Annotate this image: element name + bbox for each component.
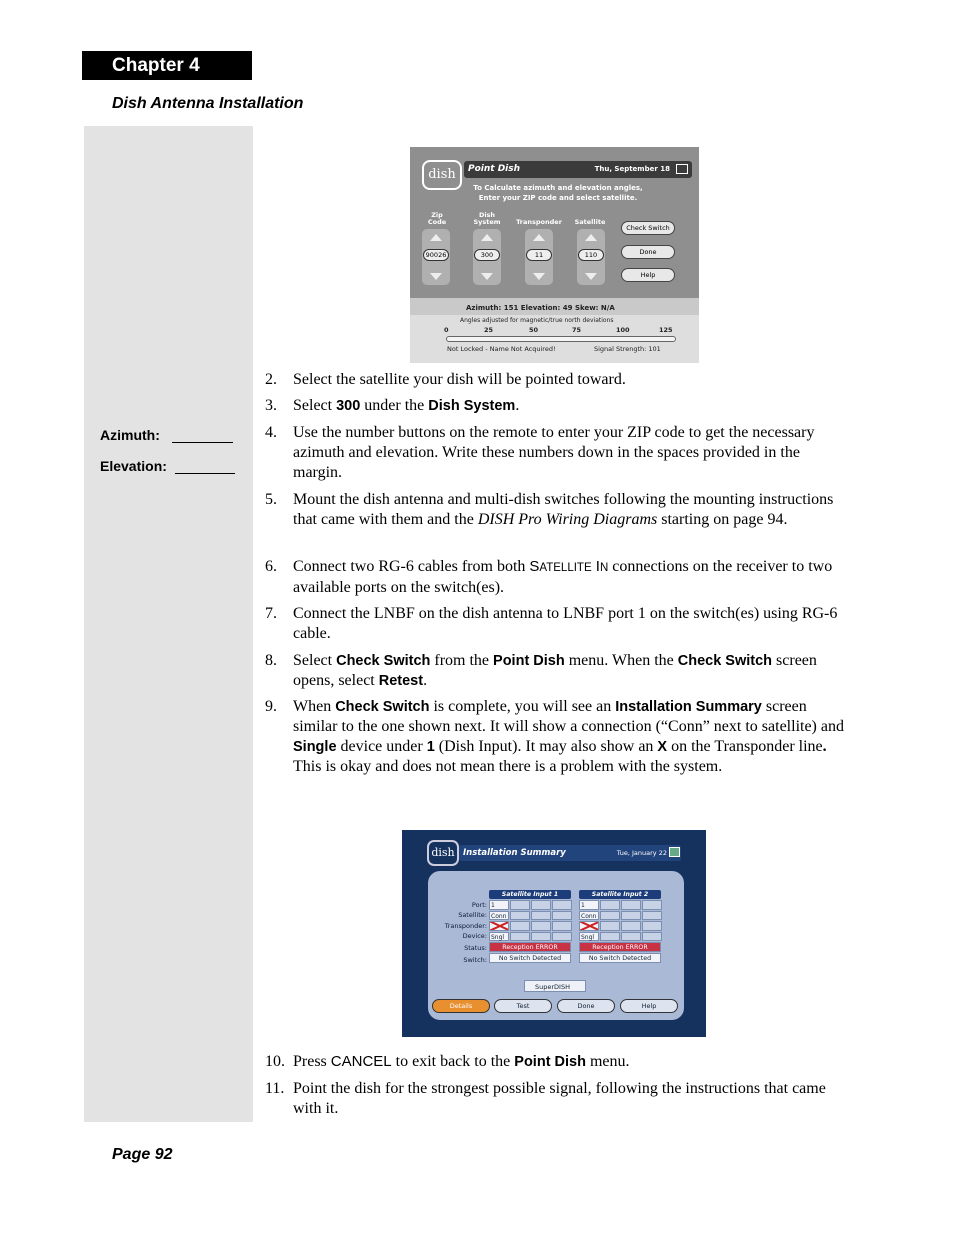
point-dish-screenshot (410, 147, 699, 363)
step-number: 7. (265, 605, 277, 622)
satellite-value: 110 (578, 249, 604, 261)
step-text: Mount the dish antenna and multi-dish switches following the mounting instructions that came with them and the DISH Pro Wiring Diagrams starting on page 94. (293, 491, 834, 528)
tv-icon (669, 847, 680, 857)
signal-strength-bar (446, 336, 676, 342)
step-text: Point the dish for the strongest possible signal, following the instructions that came with it. (293, 1080, 826, 1117)
step-7 (265, 604, 845, 644)
step-text: Select Check Switch from the Point Dish menu. When the Check Switch screen opens, select Retest. (293, 652, 817, 689)
satellite-input-1 (489, 890, 571, 963)
row-label: Switch: (463, 956, 487, 964)
step-11 (265, 1079, 845, 1119)
arrow-down-icon[interactable] (430, 273, 442, 280)
row-label: Satellite: (458, 911, 487, 919)
step-number: 6. (265, 558, 277, 575)
elevation-blank (175, 460, 235, 474)
arrow-up-icon[interactable] (481, 234, 493, 241)
azimuth-blank (172, 429, 233, 443)
page-number: Page 92 (112, 1146, 173, 1163)
step-2 (265, 370, 845, 390)
superdish-checkbox[interactable]: SuperDISH (524, 980, 586, 992)
done-button[interactable]: Done (557, 999, 615, 1013)
step-10 (265, 1052, 845, 1072)
screen-title (459, 845, 681, 861)
signal-panel (410, 315, 699, 363)
step-6 (265, 557, 845, 598)
step-number: 9. (265, 698, 277, 715)
switch-cell: No Switch Detected (489, 953, 571, 963)
satellite-cell: Conn (489, 911, 509, 921)
status-cell: Reception ERROR (489, 942, 571, 952)
dish-logo: dish (422, 160, 462, 190)
step-4 (265, 423, 845, 483)
instructions-line: To Calculate azimuth and elevation angles, (473, 184, 643, 192)
row-label: Transponder: (444, 922, 487, 930)
step-number: 8. (265, 652, 277, 669)
elevation-label: Elevation: (100, 458, 167, 474)
screen-instructions (458, 183, 658, 203)
elevation-field (100, 458, 235, 474)
dish-system-spinner[interactable] (473, 229, 501, 285)
row-label: Device: (462, 932, 487, 940)
step-5 (265, 490, 845, 530)
step-number: 11. (265, 1080, 285, 1097)
instructions-line: Enter your ZIP code and select satellite. (478, 194, 638, 202)
scale-tick: 50 (529, 326, 539, 334)
step-9 (265, 697, 845, 777)
x-mark-icon (579, 921, 599, 931)
tv-icon (676, 164, 688, 174)
arrow-down-icon[interactable] (533, 273, 545, 280)
help-button[interactable]: Help (621, 268, 675, 282)
step-8 (265, 651, 845, 691)
scale-tick: 100 (616, 326, 630, 334)
x-mark-icon (489, 921, 509, 931)
transponder-value: 11 (526, 249, 552, 261)
arrow-down-icon[interactable] (481, 273, 493, 280)
help-button[interactable]: Help (620, 999, 678, 1013)
satellite-spinner[interactable] (577, 229, 605, 285)
transponder-spinner[interactable] (525, 229, 553, 285)
input-grid (579, 900, 661, 941)
done-button[interactable]: Done (621, 245, 675, 259)
satellite-input-2 (579, 890, 661, 963)
transponder-header: Transponder (516, 218, 562, 226)
group-title: Satellite Input 1 (489, 890, 571, 899)
details-button[interactable]: Details (432, 999, 490, 1013)
step-text: When Check Switch is complete, you will see an Installation Summary screen similar to the one shown next. It will show a connection (“Conn” next to satellite) and Single device under 1 (Dish Input). It may also show an X on the Transponder line. This is okay and does not mean there is a problem with the system. (293, 698, 844, 775)
zip-code-value: 90026 (423, 249, 449, 261)
lock-status: Not Locked - Name Not Acquired! (447, 345, 556, 353)
screen-title-text: Point Dish (468, 164, 521, 174)
signal-strength-readout: Signal Strength: 101 (594, 345, 661, 353)
screen-date: Tue, January 22 (616, 849, 667, 857)
row-label: Port: (471, 901, 487, 909)
step-number: 3. (265, 397, 277, 414)
step-number: 2. (265, 371, 277, 388)
scale-tick: 125 (659, 326, 673, 334)
port-cell: 1 (489, 900, 509, 910)
dish-system-header: Dish System (473, 211, 501, 226)
azimuth-elevation-readout: Azimuth: 151 Elevation: 49 Skew: N/A (410, 298, 699, 318)
arrow-up-icon[interactable] (430, 234, 442, 241)
step-number: 4. (265, 424, 277, 441)
step-text: Press CANCEL to exit back to the Point Dish menu. (293, 1053, 630, 1070)
group-title: Satellite Input 2 (579, 890, 661, 899)
section-title: Dish Antenna Installation (112, 95, 304, 112)
arrow-up-icon[interactable] (585, 234, 597, 241)
input-grid (489, 900, 571, 941)
installation-summary-screenshot (402, 830, 706, 1037)
scale-tick: 25 (484, 326, 494, 334)
device-cell: Sngl (489, 932, 509, 942)
azimuth-label: Azimuth: (100, 427, 160, 443)
test-button[interactable]: Test (494, 999, 552, 1013)
screen-date: Thu, September 18 (594, 165, 670, 173)
check-switch-button[interactable]: Check Switch (621, 221, 675, 235)
step-text: Connect two RG-6 cables from both SATELLITE IN connections on the receiver to two available ports on the switch(es). (293, 558, 833, 596)
chapter-tab: Chapter 4 (82, 51, 252, 80)
azimuth-field (100, 427, 233, 443)
dish-system-value: 300 (474, 249, 500, 261)
satellite-cell: Conn (579, 911, 599, 921)
dish-logo: dish (427, 840, 459, 866)
arrow-down-icon[interactable] (585, 273, 597, 280)
zip-code-spinner[interactable] (422, 229, 450, 285)
switch-cell: No Switch Detected (579, 953, 661, 963)
scale-tick: 0 (444, 326, 449, 334)
deviation-note: Angles adjusted for magnetic/true north deviations (460, 317, 614, 324)
satellite-header: Satellite (574, 218, 606, 226)
step-text: Connect the LNBF on the dish antenna to LNBF port 1 on the switch(es) using RG-6 cable. (293, 605, 838, 642)
step-number: 10. (265, 1053, 285, 1070)
step-3 (265, 396, 845, 416)
step-text: Use the number buttons on the remote to enter your ZIP code to get the necessary azimuth and elevation. Write these numbers down in the spaces provided in the margin. (293, 424, 815, 481)
step-text: Select 300 under the Dish System. (293, 397, 520, 414)
device-cell: Sngl (579, 932, 599, 942)
scale-tick: 75 (572, 326, 582, 334)
status-cell: Reception ERROR (579, 942, 661, 952)
arrow-up-icon[interactable] (533, 234, 545, 241)
zip-code-header: Zip Code (427, 211, 447, 226)
margin-column (84, 126, 253, 1122)
port-cell: 1 (579, 900, 599, 910)
step-text: Select the satellite your dish will be pointed toward. (293, 371, 626, 388)
screen-title-text: Installation Summary (463, 848, 566, 858)
screen-title (464, 161, 692, 178)
row-label: Status: (464, 944, 487, 952)
step-number: 5. (265, 491, 277, 508)
